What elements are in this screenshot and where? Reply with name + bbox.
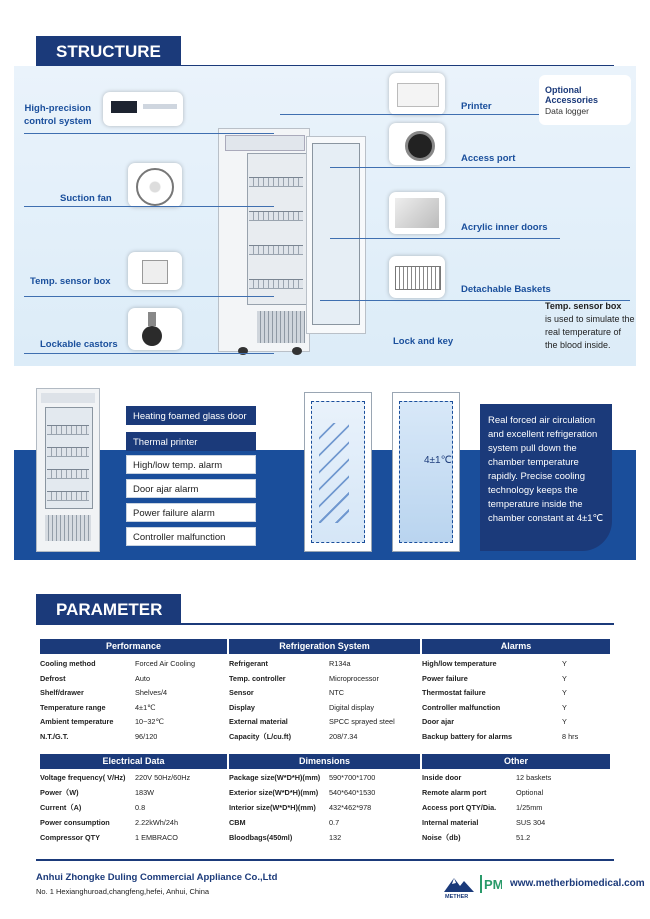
label-castors: Lockable castors [40, 339, 118, 350]
table-key: Access port QTY/Dia. [422, 803, 497, 812]
control-panel-thumbnail [103, 92, 183, 126]
table-key: Power consumption [40, 818, 110, 827]
table-value: Digital display [329, 702, 375, 712]
table-value: 1 EMBRACO [135, 833, 178, 842]
label-printer: Printer [461, 101, 492, 112]
table-key: Door ajar [422, 717, 455, 726]
company-name: Anhui Zhongke Duling Commercial Appliance Co.,Ltd [36, 872, 278, 883]
castor-thumbnail [128, 308, 182, 350]
table-value: 8 hrs [562, 731, 579, 741]
table-key: Thermostat failure [422, 688, 486, 697]
label-control-system: High-precision control system [24, 103, 92, 127]
feature-item: Heating foamed glass door [126, 406, 256, 425]
table-key: Temp. controller [229, 673, 286, 683]
temperature-label: 4±1℃ [424, 455, 452, 466]
table-value: 10~32℃ [135, 717, 164, 726]
temp-sensor-box-thumbnail [128, 252, 182, 290]
table-key: Capacity（L/cu.ft) [229, 731, 292, 741]
acrylic-door-thumbnail [389, 192, 445, 234]
leader-control [24, 133, 274, 134]
table-value: 51.2 [516, 833, 531, 842]
label-baskets: Detachable Baskets [461, 284, 551, 295]
leader-sensor [24, 296, 274, 297]
table-header: Dimensions [229, 754, 420, 769]
website-link[interactable]: www.metherbiomedical.com [510, 878, 645, 889]
table-key: Temperature range [40, 702, 106, 712]
feature-item: Thermal printer [126, 432, 256, 451]
table-key: Current（A) [40, 803, 82, 812]
table-header: Electrical Data [40, 754, 227, 769]
optional-item: Data logger [545, 106, 589, 116]
feature-item: Power failure alarm [126, 503, 256, 522]
parameter-heading: PARAMETER [36, 594, 181, 625]
table-key: Defrost [40, 673, 66, 683]
table-value: Y [562, 702, 567, 712]
airflow-diagram [304, 392, 372, 552]
table-value: Y [562, 673, 567, 683]
table-value: 432*462*978 [329, 803, 372, 812]
table-key: Voltage frequency( V/Hz) [40, 773, 126, 782]
table-value: SUS 304 [516, 818, 546, 827]
refrigerator-body [218, 128, 310, 352]
table-header: Alarms [422, 639, 610, 654]
table-header: Other [422, 754, 610, 769]
temperature-diagram [392, 392, 460, 552]
brand-logo-text: METHER [445, 894, 469, 900]
table-value: Microprocessor [329, 673, 379, 683]
access-port-thumbnail [389, 123, 445, 165]
mountain-logo-icon [444, 874, 474, 894]
table-value: 132 [329, 833, 342, 842]
table-value: Forced Air Cooling [135, 659, 196, 668]
optional-title: Optional Accessories [545, 85, 599, 105]
footer-rule [36, 859, 614, 861]
castor-right [292, 347, 302, 355]
table-key: Power failure [422, 673, 468, 683]
table-value: Y [562, 717, 567, 726]
table-key: High/low temperature [422, 659, 497, 668]
table-key: Exterior size(W*D*H)(mm) [229, 788, 319, 797]
table-key: Inside door [422, 773, 462, 782]
pm-logo-icon [480, 875, 504, 893]
parameter-rule [36, 623, 614, 625]
table-key: N.T./G.T. [40, 731, 69, 741]
table-key: Sensor [229, 688, 254, 697]
table-value: 220V 50Hz/60Hz [135, 773, 191, 782]
table-value: 96/120 [135, 731, 158, 741]
refrigerator-photo [36, 388, 100, 552]
table-value: 12 baskets [516, 773, 552, 782]
table-key: Interior size(W*D*H)(mm) [229, 803, 316, 812]
table-key: Display [229, 702, 255, 712]
table-key: Shelf/drawer [40, 688, 84, 697]
table-key: Cooling method [40, 659, 96, 668]
table-value: Shelves/4 [135, 688, 168, 697]
table-key: Ambient temperature [40, 717, 114, 726]
company-address: No. 1 Hexianghuroad,changfeng,hefei, Anhui, China [36, 887, 210, 896]
table-key: Power（W) [40, 788, 79, 797]
feature-item: Controller malfunction [126, 527, 256, 546]
table-value: 1/25mm [516, 803, 543, 812]
table-key: Backup battery for alarms [422, 731, 513, 741]
table-key: Package size(W*D*H)(mm) [229, 773, 321, 782]
table-key: Internal material [422, 818, 479, 827]
table-header: Performance [40, 639, 227, 654]
sensor-note [545, 300, 635, 352]
table-value: 590*700*1700 [329, 773, 376, 782]
table-value: 0.8 [135, 803, 146, 812]
leader-access [330, 167, 630, 168]
table-key: Controller malfunction [422, 702, 501, 712]
feature-item: Door ajar alarm [126, 479, 256, 498]
table-value: 2.22kWh/24h [135, 818, 178, 827]
table-value: SPCC sprayed steel [329, 717, 395, 726]
sensor-note-title: Temp. sensor box [545, 301, 622, 311]
table-value: NTC [329, 688, 344, 697]
table-key: CBM [229, 818, 246, 827]
basket-thumbnail [389, 256, 445, 298]
table-value: 4±1℃ [135, 702, 156, 712]
table-key: External material [229, 717, 288, 726]
table-key: Compressor QTY [40, 833, 101, 842]
table-value: 0.7 [329, 818, 340, 827]
label-suction-fan: Suction fan [60, 193, 112, 204]
optional-accessories-box [539, 75, 631, 125]
table-value: 208/7.34 [329, 731, 358, 741]
table-key: Refrigerant [229, 659, 268, 668]
sensor-note-text: is used to simulate the real temperature of the blood inside. [545, 314, 635, 350]
table-key: Noise（db) [422, 833, 461, 842]
table-key: Bloodbags(450ml) [229, 833, 293, 842]
feature-info-box: Real forced air circulation and excellent refrigeration system pull down the chamber temperature rapidly. Precise cooling technology keeps the temperature inside the chamber constant at 4±1℃ [480, 404, 612, 551]
label-lock-key: Lock and key [393, 336, 454, 347]
label-acrylic-doors: Acrylic inner doors [461, 222, 548, 233]
leader-acrylic [330, 238, 560, 239]
leader-fan [24, 206, 274, 207]
leader-castors [24, 353, 274, 354]
refrigerator-door [306, 136, 366, 334]
table-value: 540*640*1530 [329, 788, 376, 797]
table-value: Y [562, 688, 567, 697]
label-access-port: Access port [461, 153, 516, 164]
table-value: Auto [135, 673, 151, 683]
table-value: R134a [329, 659, 351, 668]
table-value: Y [562, 659, 567, 668]
table-key: Remote alarm port [422, 788, 487, 797]
feature-item: High/low temp. alarm [126, 455, 256, 474]
suction-fan-thumbnail [128, 163, 182, 207]
table-value: 183W [135, 788, 155, 797]
table-value: Optional [516, 788, 544, 797]
structure-heading: STRUCTURE [36, 36, 181, 67]
table-header: Refrigeration System [229, 639, 420, 654]
printer-thumbnail [389, 73, 445, 115]
svg-text:PM: PM [484, 877, 502, 892]
label-temp-sensor-box: Temp. sensor box [30, 276, 111, 287]
